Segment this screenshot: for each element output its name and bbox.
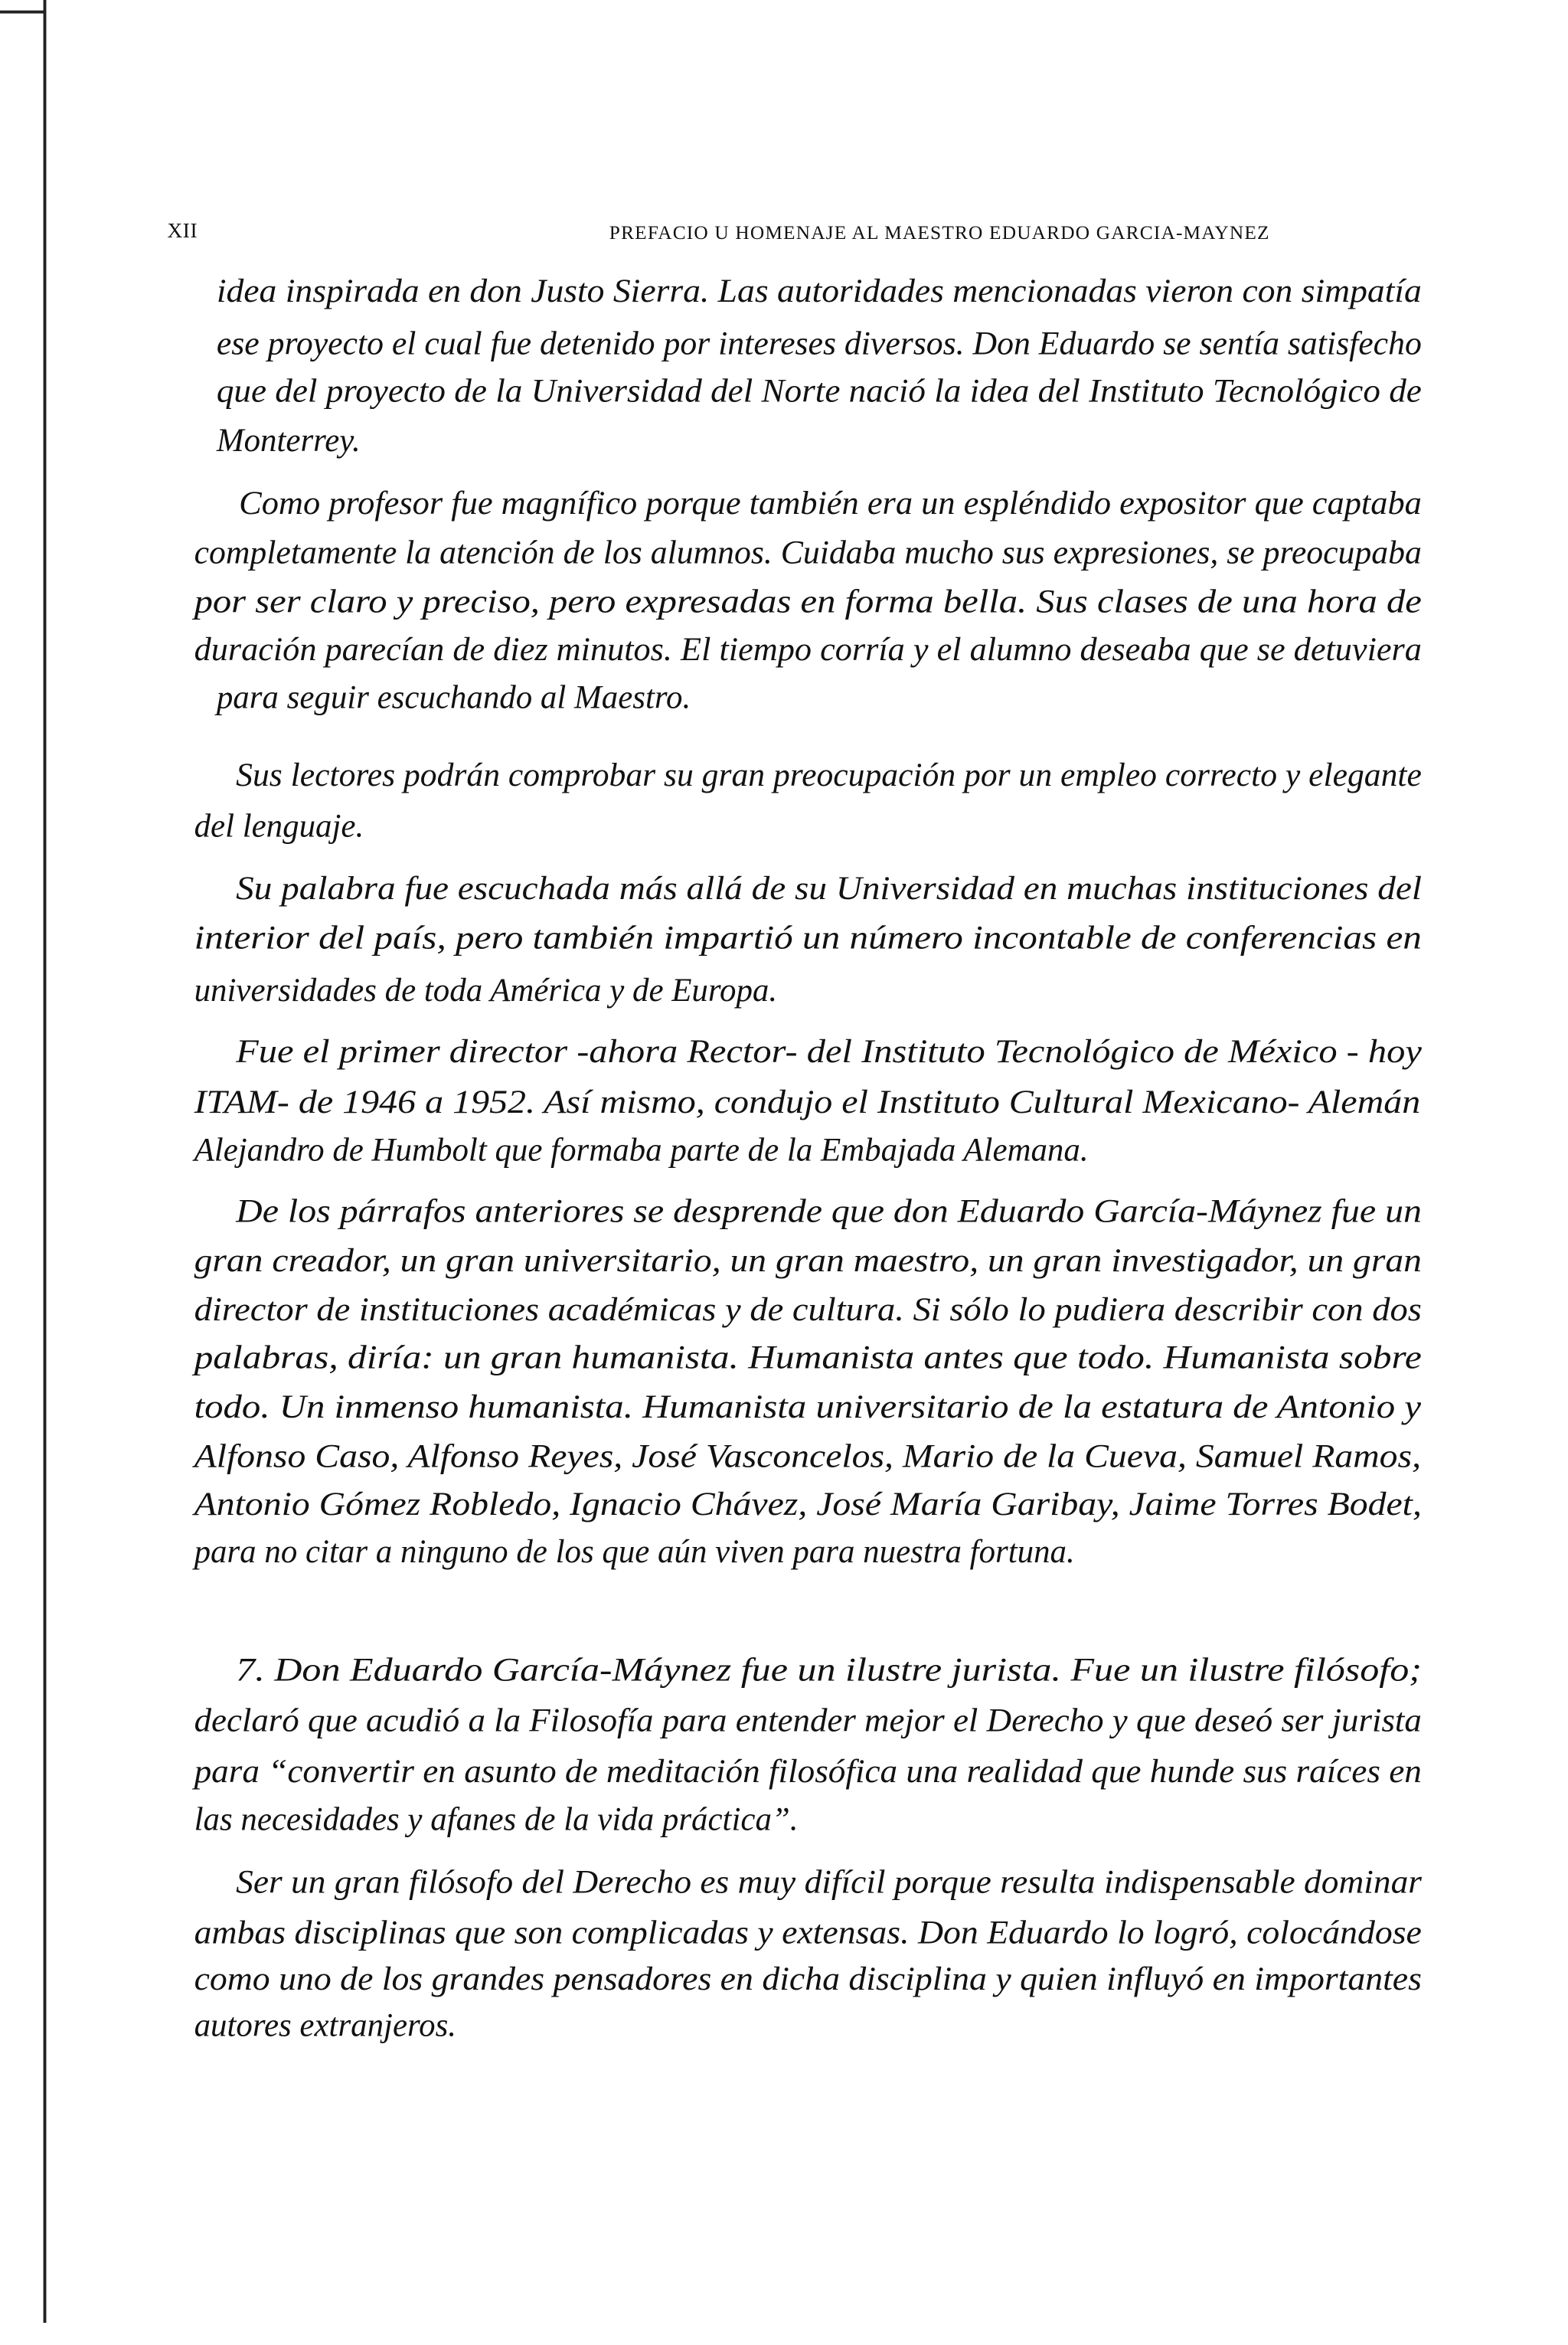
text-line: Alfonso Caso, Alfonso Reyes, José Vasconcelos, Mario de la Cueva, Samuel Ramos, xyxy=(194,1437,1421,1475)
text-line: Sus lectores podrán comprobar su gran preocupación por un empleo correcto y elegante xyxy=(236,755,1422,793)
text-line: Monterrey. xyxy=(216,421,361,459)
text-line: Alejandro de Humbolt que formaba parte de la Embajada Alemana. xyxy=(194,1130,1089,1169)
text-line: idea inspirada en don Justo Sierra. Las autoridades mencionadas vieron con simpatía xyxy=(216,271,1422,309)
text-line: De los párrafos anteriores se desprende que don Eduardo García-Máynez fue un xyxy=(236,1192,1422,1230)
page-edge-line xyxy=(44,0,46,2323)
text-line: 7. Don Eduardo García-Máynez fue un ilustre jurista. Fue un ilustre filósofo; xyxy=(236,1650,1422,1689)
text-line: que del proyecto de la Universidad del Norte nació la idea del Instituto Tecnológico de xyxy=(216,371,1422,410)
text-line: director de instituciones académicas y de cultura. Si sólo lo pudiera describir con dos xyxy=(194,1290,1422,1328)
text-line: autores extranjeros. xyxy=(194,2006,457,2044)
text-line: todo. Un inmenso humanista. Humanista universitario de la estatura de Antonio y xyxy=(194,1388,1422,1425)
text-line: universidades de toda América y de Europa. xyxy=(194,970,778,1009)
text-line: las necesidades y afanes de la vida práctica”. xyxy=(194,1800,799,1838)
text-line: Ser un gran filósofo del Derecho es muy difícil porque resulta indispensable dominar xyxy=(236,1863,1422,1901)
text-line: para seguir escuchando al Maestro. xyxy=(216,678,691,716)
text-line: ese proyecto el cual fue detenido por intereses diversos. Don Eduardo se sentía satisfecho xyxy=(216,324,1422,362)
text-line: por ser claro y preciso, pero expresadas en forma bella. Sus clases de una hora de xyxy=(194,582,1422,620)
text-line: Fue el primer director -ahora Rector- del Instituto Tecnológico de México - hoy xyxy=(236,1032,1422,1070)
page-edge-line xyxy=(0,11,45,13)
text-line: ambas disciplinas que son complicadas y extensas. Don Eduardo lo logró, colocándose xyxy=(194,1913,1422,1951)
text-line: para “convertir en asunto de meditación filosófica una realidad que hunde sus raíces en xyxy=(194,1751,1422,1790)
text-line: interior del país, pero también impartió un número incontable de conferencias en xyxy=(194,918,1422,957)
text-line: Como profesor fue magnífico porque también era un espléndido expositor que captaba xyxy=(239,483,1422,522)
text-line: palabras, diría: un gran humanista. Humanista antes que todo. Humanista sobre xyxy=(194,1338,1422,1376)
text-line: gran creador, un gran universitario, un gran maestro, un gran investigador, un gran xyxy=(194,1241,1422,1279)
text-line: completamente la atención de los alumnos. Cuidaba mucho sus expresiones, se preocupaba xyxy=(194,533,1422,571)
text-line: para no citar a ninguno de los que aún viven para nuestra fortuna. xyxy=(194,1532,1075,1570)
text-line: Su palabra fue escuchada más allá de su Universidad en muchas instituciones del xyxy=(236,869,1422,907)
text-line: ITAM- de 1946 a 1952. Así mismo, condujo el Instituto Cultural Mexicano- Alemán xyxy=(194,1083,1421,1120)
text-line: como uno de los grandes pensadores en dicha disciplina y quien influyó en importantes xyxy=(194,1960,1422,1997)
text-line: declaró que acudió a la Filosofía para entender mejor el Derecho y que deseó ser jurista xyxy=(194,1701,1422,1739)
page-number: XII xyxy=(167,221,198,244)
text-line: duración parecían de diez minutos. El tiempo corría y el alumno deseaba que se detuviera xyxy=(194,630,1422,668)
running-head: PREFACIO U HOMENAJE AL MAESTRO EDUARDO GARCIA-MAYNEZ xyxy=(609,221,1270,244)
text-line: Antonio Gómez Robledo, Ignacio Chávez, José María Garibay, Jaime Torres Bodet, xyxy=(194,1484,1422,1522)
text-line: del lenguaje. xyxy=(194,806,364,845)
